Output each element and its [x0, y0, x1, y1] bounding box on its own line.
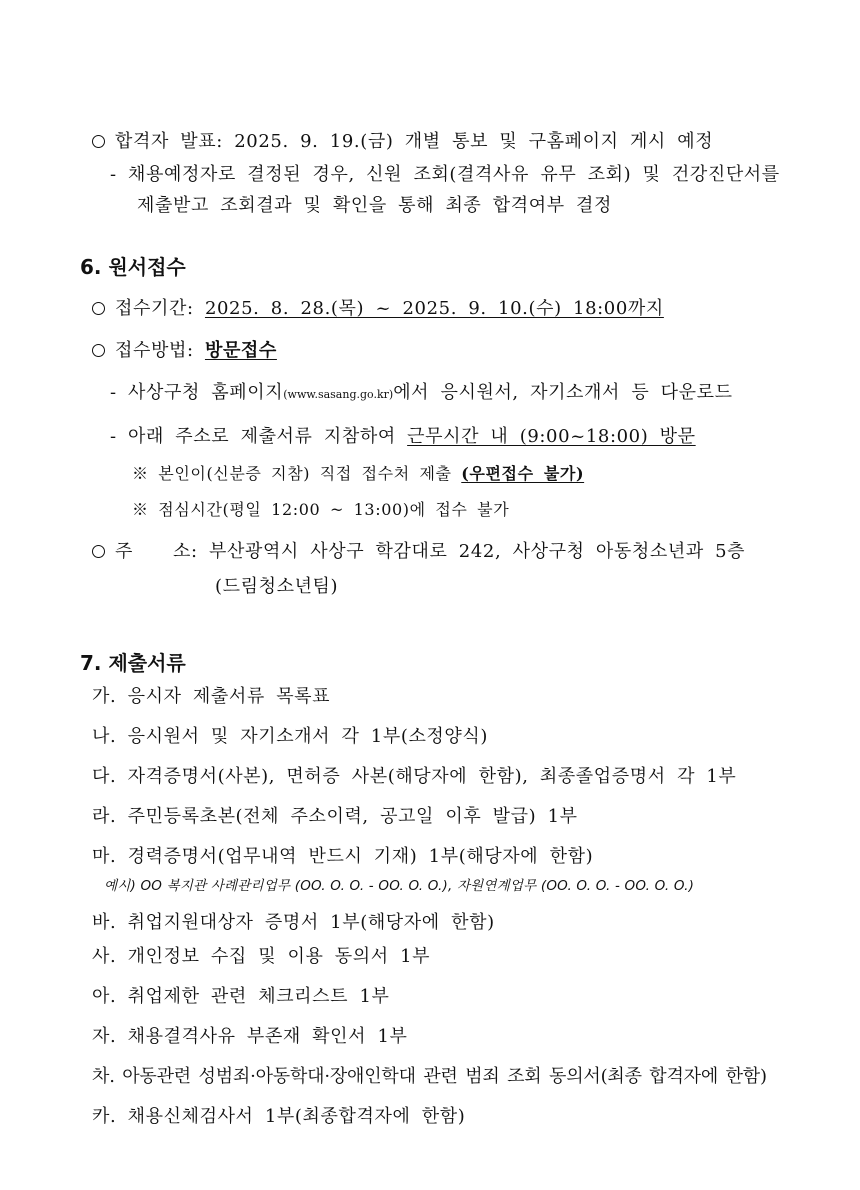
document-item: 차. 아동관련 성범죄·아동학대·장애인학대 관련 범죄 조회 동의서(최종 합격자에 한함)	[92, 1066, 767, 1087]
in-person-note-text: 본인이(신분증 지참) 직접 접수처 제출	[158, 464, 462, 483]
document-item: 마. 경력증명서(업무내역 반드시 기재) 1부(해당자에 한함)	[92, 846, 594, 867]
submit-line	[110, 425, 696, 449]
document-item: 가. 응시자 제출서류 목록표	[92, 686, 331, 707]
method-label: 접수방법:	[115, 340, 205, 361]
submit-hours: 근무시간 내 (9:00~18:00) 방문	[407, 426, 696, 447]
in-person-note	[132, 463, 584, 485]
document-item: 다. 자격증명서(사본), 면허증 사본(해당자에 한함), 최종졸업증명서 각 1부	[92, 766, 737, 787]
lunch-note	[132, 499, 509, 521]
section7-heading: 7. 제출서류	[80, 651, 186, 675]
no-mail-emphasis: (우편접수 불가)	[461, 464, 585, 483]
address-label-a: 주	[115, 541, 133, 562]
screening-note-line2: 제출받고 조회결과 및 확인을 통해 최종 합격여부 결정	[137, 195, 612, 216]
career-example-note: 예시) OO 복지관 사례관리업무 (OO. O. O. - OO. O. O.), 자원연계업무 (OO. O. O. - OO. O. O.)	[104, 878, 695, 894]
document-item: 바. 취업지원대상자 증명서 1부(해당자에 한함)	[92, 912, 495, 933]
homepage-url: (www.sasang.go.kr)	[283, 388, 394, 401]
circle-bullet-icon	[92, 135, 105, 148]
section6-heading: 6. 원서접수	[80, 255, 186, 279]
reference-mark-icon: ※	[132, 464, 149, 483]
period-label: 접수기간:	[115, 298, 205, 319]
download-suffix: 에서 응시원서, 자기소개서 등 다운로드	[393, 382, 733, 403]
document-item: 자. 채용결격사유 부존재 확인서 1부	[92, 1026, 408, 1047]
address-line1: 부산광역시 사상구 학감대로 242, 사상구청 아동청소년과 5층	[208, 541, 746, 562]
document-item: 나. 응시원서 및 자기소개서 각 1부(소정양식)	[92, 726, 489, 747]
announcement-label: 합격자 발표:	[115, 131, 235, 152]
document-item: 사. 개인정보 수집 및 이용 동의서 1부	[92, 946, 431, 967]
screening-note-line1: - 채용예정자로 결정된 경우, 신원 조회(결격사유 유무 조회) 및 건강진단서를	[110, 164, 780, 185]
document-item: 카. 채용신체검사서 1부(최종합격자에 한함)	[92, 1106, 466, 1127]
download-prefix: - 사상구청 홈페이지	[110, 382, 284, 403]
circle-bullet-icon	[92, 545, 105, 558]
address-line2: (드림청소년팀)	[215, 576, 339, 597]
announcement-line	[92, 130, 713, 154]
lunch-note-text: 점심시간(평일 12:00 ~ 13:00)에 접수 불가	[158, 500, 510, 519]
circle-bullet-icon	[92, 302, 105, 315]
method-value: 방문접수	[204, 340, 277, 361]
document-item: 라. 주민등록초본(전체 주소이력, 공고일 이후 발급) 1부	[92, 806, 578, 827]
method-line	[92, 339, 287, 363]
circle-bullet-icon	[92, 344, 105, 357]
submit-prefix: - 아래 주소로 제출서류 지참하여	[110, 426, 408, 447]
document-item: 아. 취업제한 관련 체크리스트 1부	[92, 986, 390, 1007]
announcement-value: 2025. 9. 19.(금) 개별 통보 및 구홈페이지 게시 예정	[234, 131, 714, 152]
period-value: 2025. 8. 28.(목) ~ 2025. 9. 10.(수) 18:00까지	[204, 298, 664, 319]
download-line	[110, 381, 733, 407]
period-line	[92, 297, 664, 321]
address-label-b: 소:	[173, 541, 198, 562]
reference-mark-icon: ※	[132, 500, 149, 519]
address-line	[92, 540, 745, 564]
